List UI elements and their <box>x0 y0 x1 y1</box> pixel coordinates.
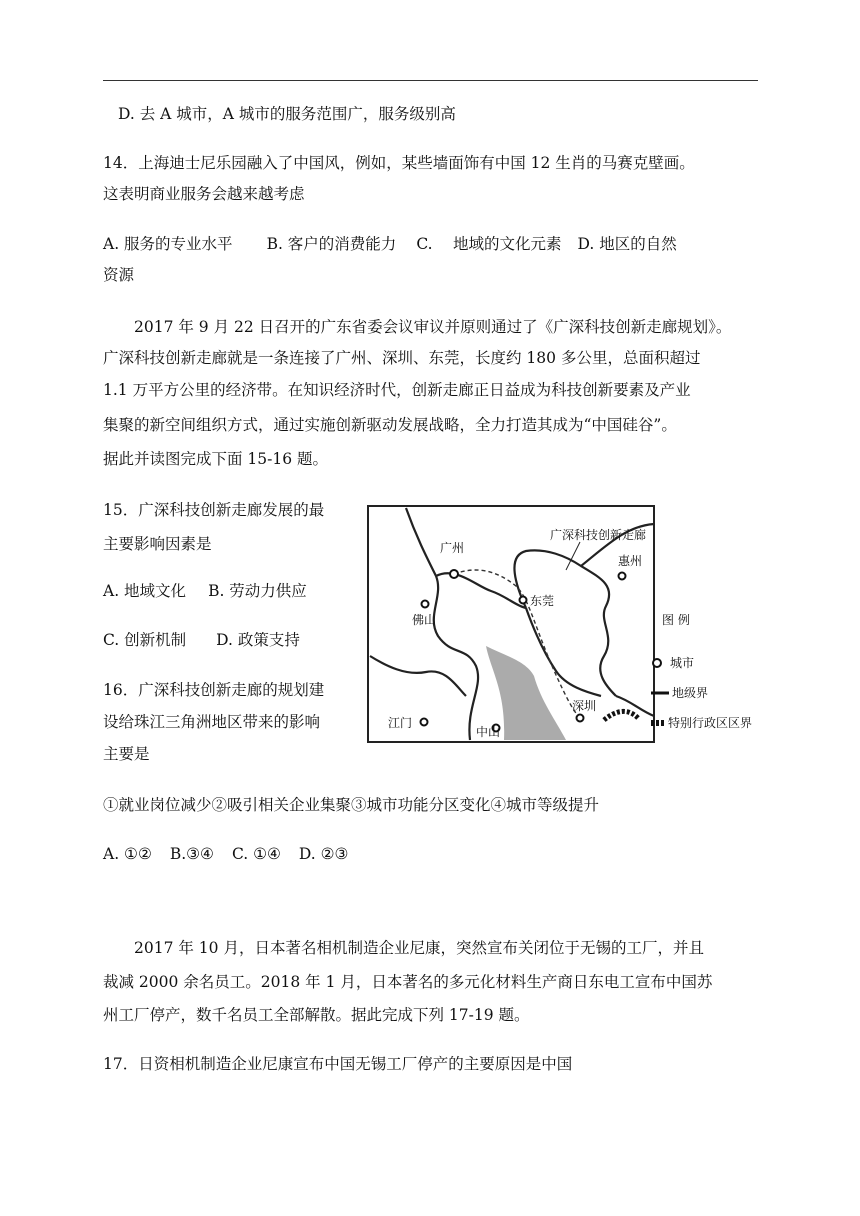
q14-option-c: C. 地域的文化元素 <box>416 235 562 253</box>
passage2-line1: 2017 年 10 月，日本著名相机制造企业尼康，突然宣布关闭位于无锡的工厂，并且 <box>134 939 704 957</box>
city-guangzhou-label: 广州 <box>440 541 465 555</box>
city-foshan-label: 佛山 <box>412 613 437 627</box>
q16-option-d: D. ②③ <box>298 845 349 863</box>
city-shenzhen-label: 深圳 <box>572 699 597 713</box>
passage1-line3: 1.1 万平方公里的经济带。在知识经济时代，创新走廊正日益成为科技创新要素及产业 <box>103 381 691 399</box>
header-rule <box>103 80 758 81</box>
passage1-line1: 2017 年 9 月 22 日召开的广东省委会议审议并原则通过了《广深科技创新走廊规划》。 <box>134 318 732 336</box>
passage1-line5: 据此并读图完成下面 15-16 题。 <box>103 450 329 468</box>
q16-statements: ①就业岗位减少②吸引相关企业集聚③城市功能分区变化④城市等级提升 <box>103 796 600 814</box>
passage2-line3: 州工厂停产，数千名员工全部解散。据此完成下列 17-19 题。 <box>103 1006 530 1024</box>
q14-stem-line2: 这表明商业服务会越来越考虑 <box>103 185 305 203</box>
q15-options-ab <box>103 580 307 602</box>
legend-city-symbol <box>653 659 661 667</box>
passage2-line2: 裁减 2000 余名员工。2018 年 1 月，日本著名的多元化材料生产商日东电工宣布中国苏 <box>103 973 713 991</box>
city-dongguan-label: 东莞 <box>530 594 555 608</box>
passage1-line2: 广深科技创新走廊就是一条连接了广州、深圳、东莞，长度约 180 多公里，总面积超过 <box>103 349 701 367</box>
q16-option-c: C. ①④ <box>231 845 281 863</box>
city-huizhou-label: 惠州 <box>618 554 643 568</box>
q13-option-d: D. 去 A 城市，A 城市的服务范围广，服务级别高 <box>118 105 456 123</box>
q14-option-b: B. 客户的消费能力 <box>266 235 397 253</box>
q15-stem-line1: 15．广深科技创新走廊发展的最 <box>103 501 325 519</box>
city-guangzhou-dot <box>450 570 458 578</box>
corridor-map-svg <box>366 496 758 744</box>
q15-options-cd <box>103 629 300 651</box>
q14-stem-line1: 14．上海迪士尼乐园融入了中国风，例如，某些墙面饰有中国 12 生肖的马赛克壁画。 <box>103 154 695 172</box>
corridor-map <box>366 496 758 744</box>
city-huizhou-dot <box>619 573 626 580</box>
q16-option-b: B.③④ <box>169 845 214 863</box>
city-jiangmen-dot <box>421 719 428 726</box>
q15-stem-line2: 主要影响因素是 <box>103 535 212 553</box>
q14-option-a: A. 服务的专业水平 <box>103 235 233 253</box>
q16-options <box>103 843 348 865</box>
q15-option-b: B. 劳动力供应 <box>208 582 307 600</box>
legend-special-label: 特别行政区区界 <box>668 716 753 730</box>
legend-boundary-label: 地级界 <box>672 686 709 700</box>
legend-title: 图 例 <box>662 613 690 627</box>
city-foshan-dot <box>422 601 429 608</box>
q16-stem-line3: 主要是 <box>103 745 150 763</box>
q15-option-c: C. 创新机制 <box>103 631 187 649</box>
city-shenzhen-dot <box>577 715 584 722</box>
legend-city-label: 城市 <box>670 656 695 670</box>
q15-option-a: A. 地域文化 <box>103 582 187 600</box>
corridor-label: 广深科技创新走廊 <box>550 528 647 542</box>
q16-option-a: A. ①② <box>103 845 152 863</box>
q17-stem-line1: 17．日资相机制造企业尼康宣布中国无锡工厂停产的主要原因是中国 <box>103 1055 573 1073</box>
q14-option-d: D. 地区的自然 <box>577 235 677 253</box>
passage1-line4: 集聚的新空间组织方式，通过实施创新驱动发展战略，全力打造其成为“中国硅谷”。 <box>103 416 677 434</box>
q16-stem-line1: 16．广深科技创新走廊的规划建 <box>103 681 325 699</box>
q14-option-d-cont: 资源 <box>103 266 135 284</box>
city-jiangmen-label: 江门 <box>388 716 413 730</box>
city-dongguan-dot <box>520 597 527 604</box>
q14-options <box>103 233 677 255</box>
q15-option-d: D. 政策支持 <box>216 631 300 649</box>
q16-stem-line2: 设给珠江三角洲地区带来的影响 <box>103 713 321 731</box>
city-zhongshan-label: 中山 <box>476 725 501 739</box>
